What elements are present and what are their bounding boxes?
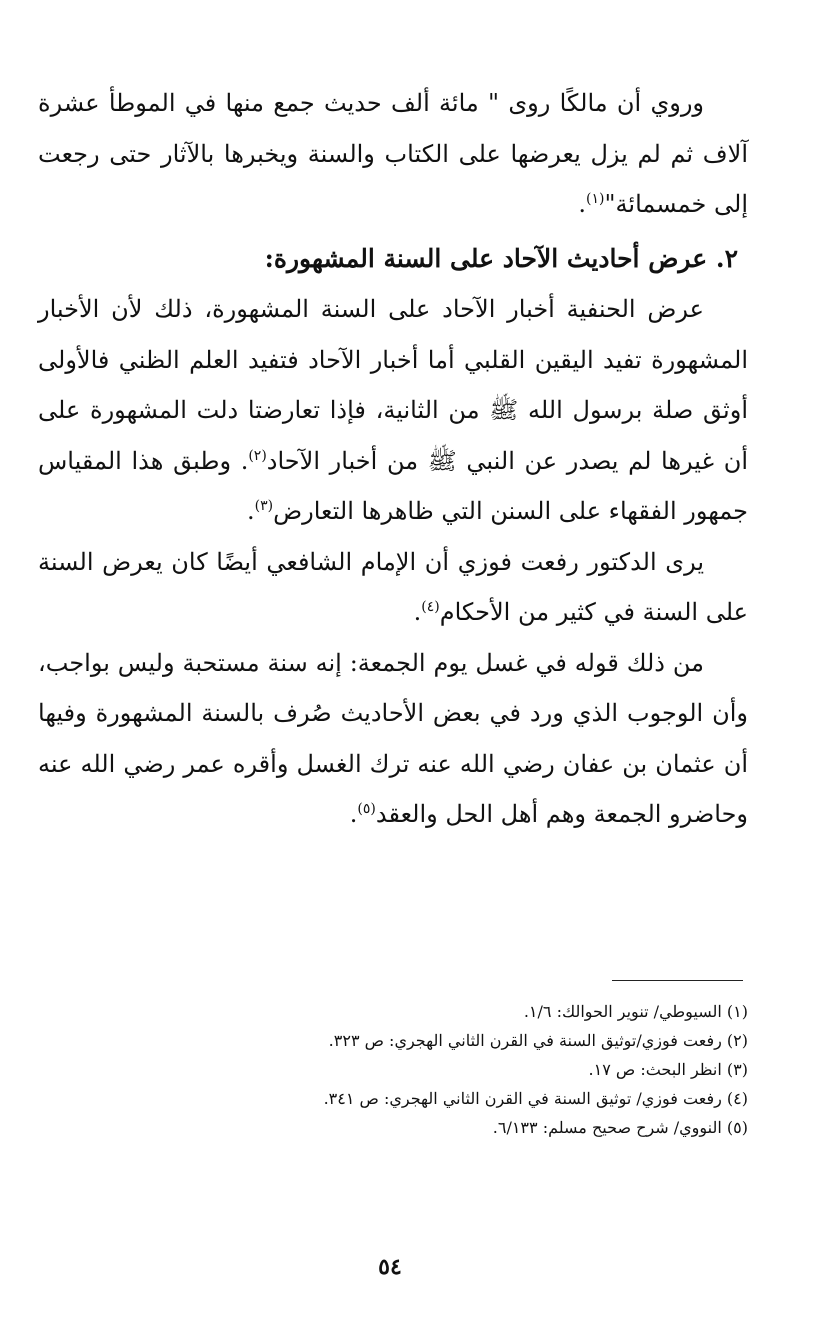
footnote-3: (٣) انظر البحث: ص ١٧. — [588, 1060, 748, 1079]
main-text — [38, 78, 748, 840]
paragraph-3-text: يرى الدكتور رفعت فوزي أن الإمام الشافعي أيضًا كان يعرض السنة على السنة في كثير من الأحكام — [38, 547, 748, 626]
footnote-ref-4[interactable]: (٤) — [421, 599, 440, 615]
footnote-ref-5[interactable]: (٥) — [357, 801, 376, 817]
paragraph-1 — [38, 78, 748, 230]
footnote-separator — [612, 980, 743, 981]
footnotes — [148, 997, 748, 1142]
section-heading: ٢. عرض أحاديث الآحاد على السنة المشهورة: — [264, 243, 738, 273]
paragraph-2-end: . — [247, 497, 255, 525]
paragraph-2 — [38, 284, 748, 537]
paragraph-3 — [38, 537, 748, 638]
footnote-1: (١) السيوطي/ تنوير الحوالك: ١/٦. — [523, 1002, 748, 1021]
paragraph-2-text-b: . وطبق هذا المقياس جمهور الفقهاء على السنن التي ظاهرها التعارض — [38, 446, 748, 525]
paragraph-2-text-a: عرض الحنفية أخبار الآحاد على السنة المشهورة، ذلك لأن الأخبار المشهورة تفيد اليقين القلبي أما أخبار الآحاد فتفيد العلم الظني فالأولى أوثق صلة برسول الله ﷺ من الثانية، فإذا تعارضتا دلت المشهورة على أن غيرها لم يصدر عن النبي ﷺ من أخبار الآحاد — [38, 295, 749, 475]
footnote-ref-3[interactable]: (٣) — [254, 498, 274, 514]
footnote-5: (٥) النووي/ شرح صحيح مسلم: ٦/١٣٣. — [492, 1118, 748, 1137]
paragraph-1-end: . — [578, 190, 587, 218]
footnote-2: (٢) رفعت فوزي/توثيق السنة في القرن الثاني الهجري: ص ٣٢٣. — [328, 1031, 748, 1050]
paragraph-4 — [38, 638, 748, 840]
paragraph-1-text: وروي أن مالكًا روى " مائة ألف حديث جمع منها في الموطأ عشرة آلاف ثم لم يزل يعرضها على الكتاب والسنة ويخبرها بالآثار حتى رجعت إلى خمسمائة" — [38, 89, 748, 218]
paragraph-4-text: من ذلك قوله في غسل يوم الجمعة: إنه سنة مستحبة وليس بواجب، وأن الوجوب الذي ورد في بعض الأحاديث صُرف بالسنة المشهورة وفيها أن عثمان بن عفان رضي الله عنه ترك الغسل وأقره عمر رضي الله عنه وحاضرو الجمعة وهم أهل الحل والعقد — [38, 648, 748, 828]
footnote-4: (٤) رفعت فوزي/ توثيق السنة في القرن الثاني الهجري: ص ٣٤١. — [323, 1089, 748, 1108]
paragraph-3-end: . — [413, 598, 422, 626]
page-number: ٥٤ — [378, 1254, 402, 1280]
footnote-ref-1[interactable]: (١) — [586, 191, 605, 207]
footnote-ref-2[interactable]: (٢) — [248, 447, 267, 464]
paragraph-4-end: . — [349, 800, 358, 828]
